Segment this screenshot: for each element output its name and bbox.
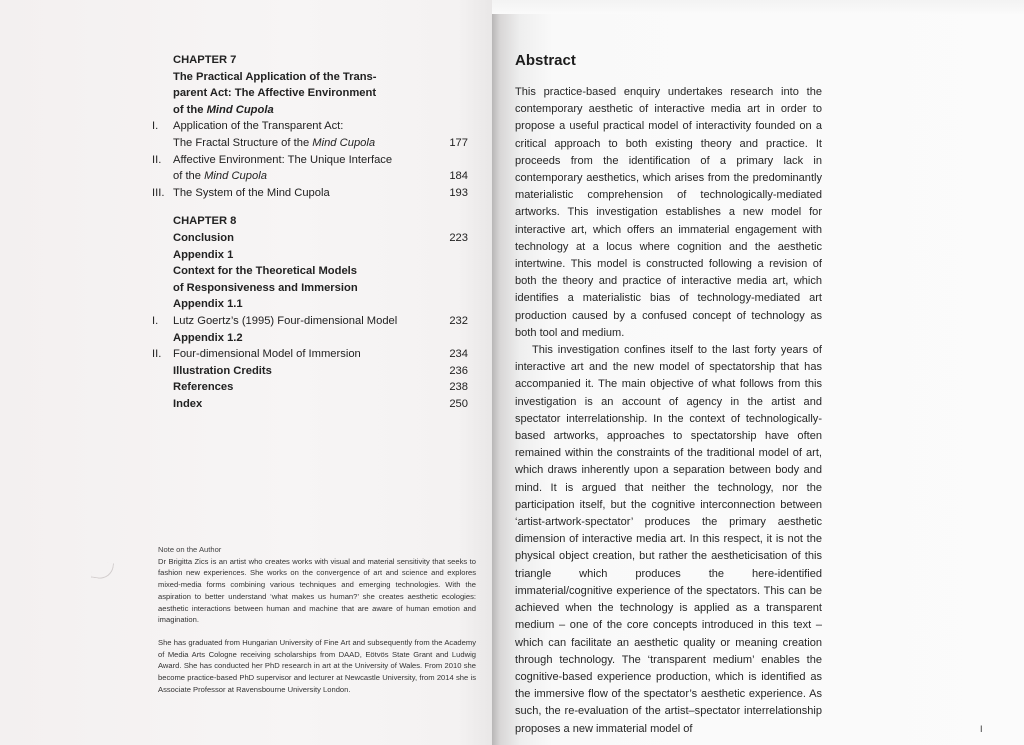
toc-entry: Conclusion 223 [152, 230, 470, 247]
abstract-heading: Abstract [515, 52, 576, 69]
toc-page-number: 232 [449, 314, 468, 327]
toc-entry: I. Lutz Goertz’s (1995) Four-dimensional Model 232 [152, 313, 470, 330]
toc-page-number: 193 [449, 186, 468, 199]
abstract-body [515, 84, 822, 738]
toc-appendix-label: Appendix 1.1 [173, 298, 243, 311]
abstract-paragraph: This practice-based enquiry undertakes research into the contemporary aesthetic of interactive media art in order to propose a useful practical model of interactivity founded on a critical approach to both existing theory and practice. It proceeds from the identification of a primary lack in contemporary aesthetics, which arises from the predominantly materialistic comprehension of technologically-mediated artworks. This investigation establishes a new model for interactive art, which offers an immaterial engagement with technology at a locus where cognition and the aesthetic intertwine. This model is constructed following a revision of both the theory and practice of interactive media art, which identifies a materialistic bias of technology-mediated art production caused by a confused concept of technology as both tool and medium. [515, 86, 822, 339]
page-number: I [980, 724, 983, 734]
abstract-paragraph: This investigation confines itself to the last forty years of interactive art and the new model of spectatorship that has accompanied it. The main objective of what follows from this investigation is an account of agency in the artist and spectator interrelationship. In the context of technologically-based artworks, approaches to spectatorship have often remained within the constraints of the traditional model of art, which draws inherently upon a separation between body and mind. It is argued that neither the technology, nor the participation itself, but the cognitive interconnection between ‘artist-artwork-spectator’ produces the primary aesthetic dimension of interactive media art. In this respect, it is not the physical object creation, but rather the aestheticisation of this triangle which produces the here-identified immaterial/cognitive experience of the spectators. This can be achieved when the technology is applied as a transparent medium – one of the core concepts introduced in this text – which can facilitate an aesthetic quality or meaning creation through technology. The ‘transparent medium’ enables the cognitive-based experience production, which is identified as the immersive flow of the spectator’s aesthetic experience. As such, the re-evaluation of the artist–spectator interrelationship proposes a new immaterial model of [515, 344, 822, 735]
toc-entry: of the Mind Cupola 184 [152, 168, 470, 185]
toc-page-number: 184 [449, 170, 468, 183]
toc-chapter-label: CHAPTER 7 [173, 54, 237, 66]
left-page [0, 0, 492, 745]
toc-page-number: 177 [449, 136, 468, 149]
table-of-contents [152, 52, 470, 412]
toc-chapter-title: parent Act: The Affective Environment [173, 87, 377, 100]
author-note-paragraph: She has graduated from Hungarian University of Fine Art and subsequently from the Academy of Media Arts Cologne receiving scholarships from DAAD, Eötvös State Grant and Ludwig Award. She has conducted her PhD research in art at the University of Wales. From 2010 she become practice-based PhD supervisor and lecturer at Newcastle University, from 2014 she is Associate Professor at Ravensbourne University London. [158, 637, 476, 694]
toc-appendix-label: Appendix 1.2 [173, 331, 243, 344]
toc-entry: The Fractal Structure of the Mind Cupola 177 [152, 135, 470, 152]
toc-entry: II. Affective Environment: The Unique Interface [152, 153, 393, 166]
toc-entry: Illustration Credits 236 [152, 363, 470, 380]
author-note-heading: Note on the Author [158, 545, 222, 554]
toc-page-number: 223 [449, 231, 468, 244]
pencil-mark [91, 561, 114, 581]
toc-entry: References 238 [152, 379, 470, 396]
toc-chapter-title: of the Mind Cupola [173, 103, 274, 116]
toc-appendix-title: of Responsiveness and Immersion [173, 281, 358, 294]
toc-entry: III. The System of the Mind Cupola 193 [152, 185, 470, 202]
toc-page-number: 250 [449, 397, 468, 410]
toc-page-number: 236 [449, 364, 468, 377]
toc-entry: II. Four-dimensional Model of Immersion 234 [152, 346, 470, 363]
toc-chapter-label: CHAPTER 8 [173, 215, 237, 228]
toc-appendix-title: Context for the Theoretical Models [173, 265, 357, 278]
toc-page-number: 238 [449, 381, 468, 394]
toc-chapter-title: The Practical Application of the Trans- [173, 70, 377, 83]
toc-page-number: 234 [449, 348, 468, 361]
toc-entry: I. Application of the Transparent Act: [152, 120, 344, 133]
toc-appendix-label: Appendix 1 [173, 248, 234, 261]
author-note-paragraph: Dr Brigitta Zics is an artist who creates works with visual and material sensitivity that seeks to fashion new experiences. She works on the convergence of art and science and explores mixed-media forms combining various techniques and emerging technologies. With the aspiration to better understand ‘what makes us human?’ she creates aesthetic ecologies: aesthetic interactions between human and machine that are aware of human emotion and imagination. [158, 556, 476, 625]
author-note [158, 544, 476, 695]
toc-entry: Index 250 [152, 396, 470, 413]
